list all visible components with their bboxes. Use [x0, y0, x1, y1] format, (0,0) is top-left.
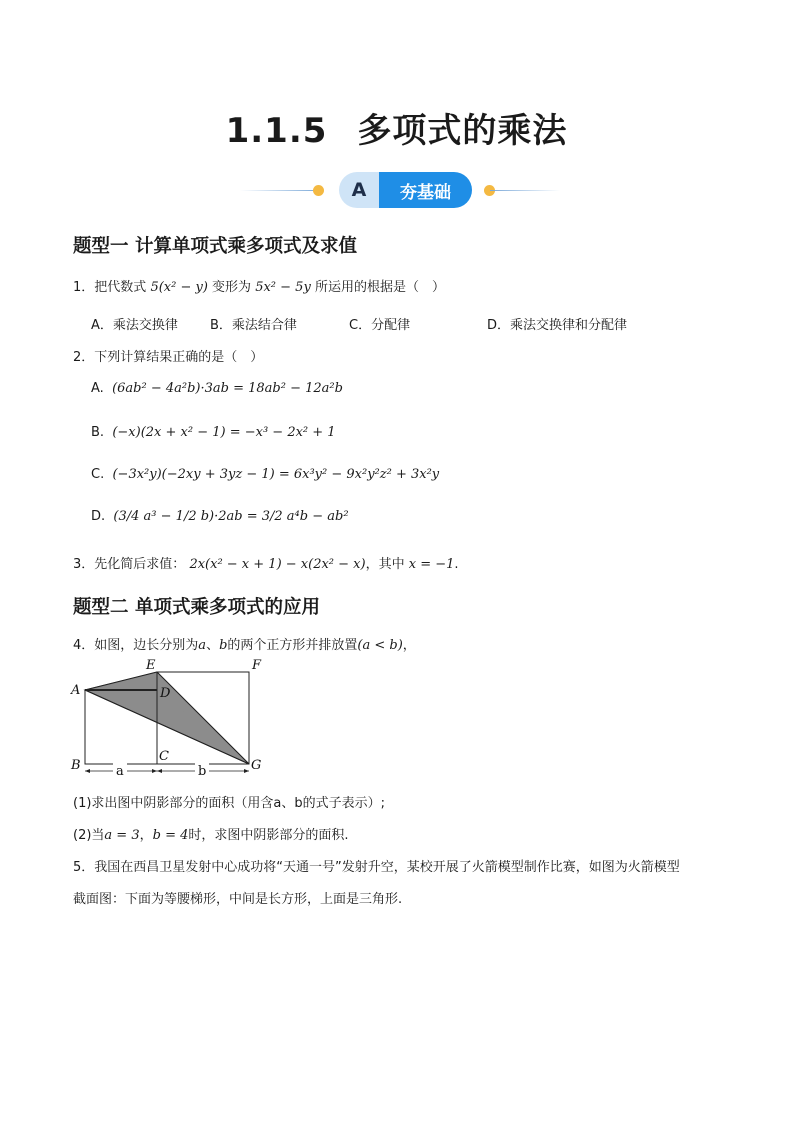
q4-cond: (a < b) — [357, 638, 403, 653]
q4-sub2-b: b = 4 — [152, 828, 189, 843]
q2-option-c — [91, 467, 439, 482]
q3-expr: 2x(x² − x + 1) − x(2x² − x) — [189, 557, 366, 572]
question-1 — [73, 276, 445, 295]
q5-line-2: 截面图：下面为等腰梯形，中间是长方形，上面是三角形. — [73, 892, 403, 907]
q4-sub2-a: a = 3 — [104, 828, 140, 843]
label-side-b: b — [198, 764, 207, 779]
level-pill — [339, 172, 472, 208]
question-number: 3． — [73, 557, 95, 572]
question-number: 4． — [73, 638, 95, 653]
label-a-point: A — [71, 683, 81, 698]
page-title — [0, 103, 793, 152]
decor-line-left — [240, 190, 320, 191]
decor-dot-left — [313, 185, 324, 196]
level-badge: A — [339, 172, 379, 208]
section-number: 1.1.5 — [225, 111, 328, 151]
q1-option-d: D．乘法交换律和分配律 — [487, 318, 628, 333]
decor-line-right — [490, 190, 560, 191]
q3-mid: ，其中 — [365, 557, 405, 572]
q4-sub-1: (1)求出图中阴影部分的面积（用含a、b的式子表示）; — [73, 796, 386, 811]
q1-expr-from: 5(x² − y) — [150, 280, 208, 295]
question-number: 1． — [73, 280, 95, 295]
q1-option-c: C．分配律 — [349, 318, 411, 333]
q2-option-a — [91, 381, 343, 396]
arrow-head — [157, 769, 162, 773]
q2-option-d — [91, 509, 349, 524]
q4-var-b: b — [219, 638, 228, 653]
q4-sub-2 — [73, 824, 349, 843]
option-label: D. — [91, 509, 106, 524]
option-expr: (−x)(2x + x² − 1) = −x³ − 2x² + 1 — [112, 425, 336, 440]
option-label: A. — [91, 381, 104, 396]
q4-sub2-pre: (2)当 — [73, 828, 105, 843]
question-number: 2． — [73, 350, 95, 365]
level-label: 夯基础 — [379, 172, 472, 208]
option-label: B. — [91, 425, 105, 440]
question-5 — [73, 856, 680, 875]
level-banner — [240, 172, 560, 208]
q1-pre: 把代数式 — [94, 280, 147, 295]
q5-line-1: 我国在西昌卫星发射中心成功将“天通一号”发射升空，某校开展了火箭模型制作比赛，如图为火箭模型 — [94, 860, 680, 875]
q3-end: . — [454, 557, 459, 572]
q2-option-b — [91, 425, 336, 440]
question-3 — [73, 553, 459, 572]
q1-option-b: B．乘法结合律 — [210, 318, 297, 333]
label-f-point: F — [252, 658, 262, 673]
label-d-point: D — [160, 686, 171, 701]
question-4 — [73, 634, 416, 653]
arrow-head — [244, 769, 249, 773]
section-heading-1: 题型一 计算单项式乘多项式及求值 — [73, 236, 357, 257]
label-b-point: B — [71, 758, 81, 773]
label-e-point: E — [146, 658, 156, 673]
q4-stem-a: 如图，边长分别为 — [94, 638, 199, 653]
q1-post: 所运用的根据是（ ） — [314, 280, 445, 295]
q1-mid: 变形为 — [212, 280, 252, 295]
q4-sub2-sep: ， — [139, 828, 153, 843]
q4-sub2-post: 时，求图中阴影部分的面积. — [188, 828, 349, 843]
option-expr: (−3x²y)(−2xy + 3yz − 1) = 6x³y² − 9x²y²z² + 3x²y — [112, 467, 440, 482]
label-g-point: G — [251, 758, 262, 773]
q4-var-a: a — [198, 638, 207, 653]
q2-stem: 下列计算结果正确的是（ ） — [94, 350, 264, 365]
question-2 — [73, 346, 263, 365]
q3-cond: x = −1 — [408, 557, 455, 572]
q4-sep: 、 — [206, 638, 220, 653]
label-side-a: a — [116, 764, 124, 779]
q4-comma: ， — [402, 638, 416, 653]
option-expr: (3/4 a³ − 1/2 b)·2ab = 3/2 a⁴b − ab² — [113, 509, 349, 524]
option-label: C. — [91, 467, 105, 482]
question-number: 5． — [73, 860, 95, 875]
option-expr: (6ab² − 4a²b)·3ab = 18ab² − 12a²b — [112, 381, 343, 396]
arrow-head — [85, 769, 90, 773]
q1-option-a: A．乘法交换律 — [91, 318, 178, 333]
section-heading-2: 题型二 单项式乘多项式的应用 — [73, 597, 320, 618]
label-c-point: C — [159, 749, 169, 764]
q3-pre: 先化简后求值： — [94, 557, 186, 572]
q4-figure — [68, 655, 268, 780]
arrow-head — [152, 769, 157, 773]
section-title: 多项式的乘法 — [357, 111, 568, 151]
q1-expr-to: 5x² − 5y — [255, 280, 311, 295]
q4-stem-b: 的两个正方形并排放置 — [227, 638, 358, 653]
